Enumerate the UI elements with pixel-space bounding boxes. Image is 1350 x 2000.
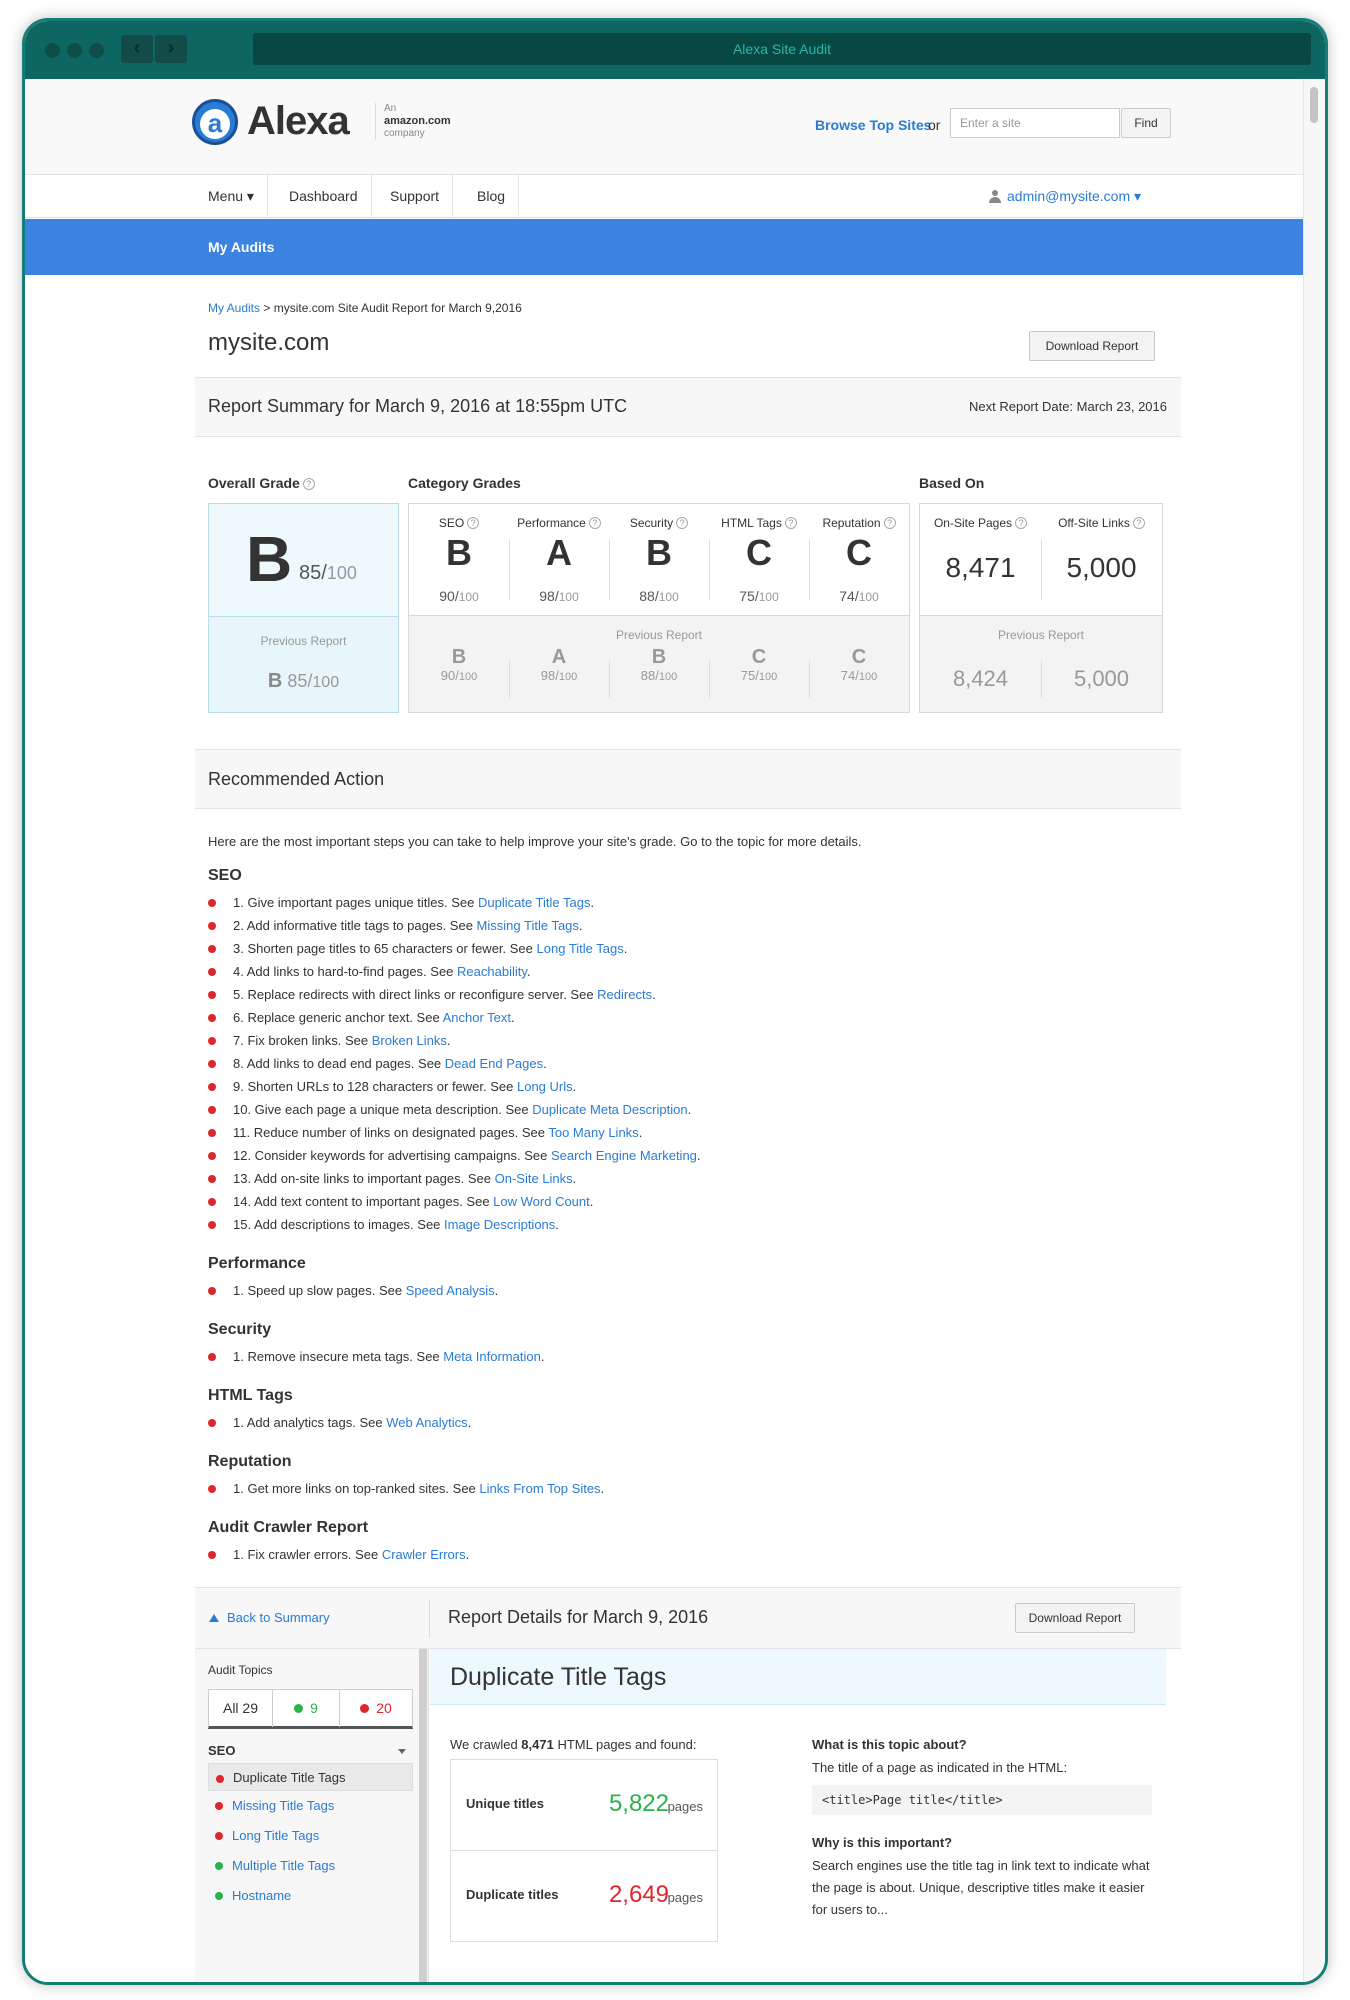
my-audits-bar[interactable]: My Audits [25,219,1309,275]
report-details [195,1587,1181,1985]
sidebar-scrollbar[interactable] [419,1649,427,1985]
recommendation-list [208,891,701,1236]
browse-top-sites-link[interactable]: Browse Top Sites [815,117,932,133]
crawl-summary: We crawled 8,471 HTML pages and found: [450,1737,697,1752]
help-icon[interactable]: ? [467,517,479,529]
alexa-logo-text[interactable]: Alexa [247,99,349,143]
topic-link[interactable]: Search Engine Marketing [550,1148,697,1163]
menu-dropdown[interactable]: Menu ▾ [195,175,268,218]
recommendation-item: 1. Speed up slow pages. See Speed Analysis. [208,1279,498,1302]
help-icon[interactable]: ? [303,478,315,490]
overall-grade-card [208,503,399,713]
category-grade-letter: C [846,532,872,573]
menu-item-support[interactable]: Support [377,175,453,218]
close-window-button[interactable] [45,43,60,58]
overall-grade-letter: B [246,523,293,595]
recommendation-item: 14. Add text content to important pages. See Low Word Count. [208,1190,701,1213]
category-grades-card [408,503,910,713]
why-text: Search engines use the title tag in link text to indicate what the page is about. Unique, descriptive titles make it easier for users to... [812,1858,1150,1917]
download-report-button[interactable]: Download Report [1015,1603,1135,1633]
page-title: mysite.com [208,329,330,356]
topic-item[interactable]: Multiple Title Tags [208,1851,413,1881]
based-on-card [919,503,1163,713]
overall-previous-grade: B 85/100 [267,670,340,692]
topic-link[interactable]: Dead End Pages [444,1056,544,1071]
recommendation-item: 1. Get more links on top-ranked sites. See Links From Top Sites. [208,1477,604,1500]
topic-link[interactable]: Image Descriptions [444,1217,556,1232]
category-grade-0[interactable] [409,504,509,616]
based-on-metric-0 [920,504,1041,616]
topic-link[interactable]: Duplicate Meta Description [532,1102,688,1117]
based-on-label: Based On [919,475,985,491]
recommendation-item: 8. Add links to dead end pages. See Dead End Pages. [208,1052,701,1075]
topic-link[interactable]: Reachability [457,964,527,979]
topic-link[interactable]: Redirects [597,987,653,1002]
category-name: Performance ? [509,516,609,530]
back-arrow-icon[interactable]: ‹ [121,35,153,63]
topic-list [208,1763,413,1911]
category-name: HTML Tags ? [709,516,809,530]
category-name: Security ? [609,516,709,530]
recommendation-heading: SEO [208,867,242,884]
site-header [25,79,1309,175]
recommendation-list [208,1345,544,1368]
forward-arrow-icon[interactable]: › [155,35,187,63]
based-on-metric-1 [1041,504,1162,616]
topic-link[interactable]: Missing Title Tags [476,918,579,933]
breadcrumb: My Audits > mysite.com Site Audit Report for March 9,2016 [208,301,522,315]
recommended-action-title: Recommended Action [208,769,385,789]
category-previous-grade-4: C 74/100 [840,646,878,683]
category-grade-4[interactable] [809,504,909,616]
title-bar [25,21,1325,79]
why-heading: Why is this important? [812,1835,953,1850]
find-button[interactable]: Find [1121,108,1171,138]
topic-item[interactable]: Duplicate Title Tags [208,1763,413,1791]
category-name: SEO ? [409,516,509,530]
recommended-intro: Here are the most important steps you can take to help improve your site's grade. Go to the topic for more details. [208,834,862,849]
metric-value: 5,000 [1066,552,1137,583]
category-grade-letter: C [746,532,772,573]
tab-failed[interactable]: 20 [340,1690,412,1727]
recommendation-list [208,1411,471,1434]
metric-previous-value: 5,000 [1073,666,1130,691]
recommendation-heading: Audit Crawler Report [208,1519,369,1536]
unique-titles-stat: Unique titles 5,822 pages [450,1759,718,1851]
report-summary-header [195,377,1181,437]
recommendation-list [208,1477,604,1500]
category-grade-letter: B [446,532,472,573]
next-report-date: Next Report Date: March 23, 2016 [969,399,1167,414]
previous-report-label: Previous Report [615,628,703,642]
category-grade-letter: B [646,532,672,573]
recommendation-heading: HTML Tags [208,1387,293,1404]
recommendation-item: 5. Replace redirects with direct links or reconfigure server. See Redirects. [208,983,701,1006]
tab-all[interactable]: All 29 [209,1690,273,1727]
category-grades-label: Category Grades [408,475,521,491]
user-account-menu[interactable]: admin@mysite.com ▾ [985,175,1141,218]
recommendation-item: 3. Shorten page titles to 65 characters or fewer. See Long Title Tags. [208,937,701,960]
audit-topics-label: Audit Topics [208,1663,273,1677]
metric-name: On-Site Pages ? [920,516,1041,530]
recommendation-item: 1. Give important pages unique titles. See Duplicate Title Tags. [208,891,701,914]
topic-link[interactable]: Low Word Count [493,1194,590,1209]
help-icon[interactable]: ? [884,517,896,529]
alexa-logo-icon[interactable]: a [192,99,238,145]
page-scrollbar[interactable] [1303,79,1325,1985]
topic-link[interactable]: Speed Analysis [405,1283,495,1298]
maximize-window-button[interactable] [89,43,104,58]
recommendation-list [208,1543,469,1566]
report-details-header [195,1587,1181,1649]
category-grade-1[interactable] [509,504,609,616]
red-dot-icon [360,1704,369,1713]
topic-link[interactable]: Links From Top Sites [479,1481,601,1496]
menu-item-dashboard[interactable]: Dashboard [276,175,372,218]
recommendation-item: 9. Shorten URLs to 128 characters or fewer. See Long Urls. [208,1075,701,1098]
topic-item[interactable]: Long Title Tags [208,1821,413,1851]
recommendation-item: 6. Replace generic anchor text. See Anchor Text. [208,1006,701,1029]
tab-passed[interactable]: 9 [273,1690,340,1727]
minimize-window-button[interactable] [67,43,82,58]
help-icon[interactable]: ? [785,517,797,529]
metric-previous-value: 8,424 [952,666,1009,691]
category-name: Reputation ? [809,516,909,530]
recommendation-item: 15. Add descriptions to images. See Image Descriptions. [208,1213,701,1236]
category-grade-score: 88/100 [639,588,679,604]
recommendation-item: 12. Consider keywords for advertising campaigns. See Search Engine Marketing. [208,1144,701,1167]
topic-link[interactable]: Too Many Links [548,1125,639,1140]
user-icon [989,190,1001,203]
seo-topic-group[interactable]: SEO [208,1743,236,1758]
overall-grade-score: 85/100 [299,562,357,584]
page-content [25,79,1309,1985]
recommendation-item: 7. Fix broken links. See Broken Links. [208,1029,701,1052]
recommended-action-header [195,749,1181,809]
help-icon[interactable]: ? [1133,517,1145,529]
topic-link[interactable]: Long Urls [516,1079,573,1094]
topic-link[interactable]: Anchor Text [442,1010,511,1025]
metric-value: 8,471 [945,552,1016,583]
chevron-down-icon[interactable] [398,1749,406,1754]
browser-window [22,18,1328,1985]
recommendation-heading: Security [208,1321,272,1338]
topic-link[interactable]: Duplicate Title Tags [477,895,591,910]
recommendation-item: 10. Give each page a unique meta description. See Duplicate Meta Description. [208,1098,701,1121]
main-menu-bar [25,175,1309,218]
topic-content [430,1649,1166,1985]
topic-link[interactable]: Broken Links [371,1033,447,1048]
topic-link[interactable]: Meta Information [443,1349,541,1364]
or-text: or [928,117,941,133]
topic-link[interactable]: Web Analytics [386,1415,468,1430]
overall-grade-label: Overall Grade ? [208,475,315,491]
recommendation-heading: Reputation [208,1453,292,1470]
what-text: The title of a page as indicated in the HTML: [812,1760,1068,1775]
topic-link[interactable]: Long Title Tags [536,941,624,956]
category-previous-grade-0: B 90/100 [440,646,478,683]
category-grade-score: 98/100 [539,588,579,604]
report-details-title: Report Details for March 9, 2016 [448,1607,709,1627]
recommendation-list [208,1279,498,1302]
recommendation-item: 4. Add links to hard-to-find pages. See Reachability. [208,960,701,983]
topic-item[interactable]: Hostname [208,1881,413,1911]
category-previous-grade-3: C 75/100 [740,646,778,683]
category-previous-grade-1: A 98/100 [540,646,578,683]
what-heading: What is this topic about? [812,1737,967,1752]
help-icon[interactable]: ? [589,517,601,529]
topic-filter-tabs [208,1689,413,1729]
recommendation-item: 11. Reduce number of links on designated pages. See Too Many Links. [208,1121,701,1144]
recommendation-item: 13. Add on-site links to important pages. See On-Site Links. [208,1167,701,1190]
amazon-company-tag: An amazon.com company [375,103,451,140]
recommendation-item: 1. Fix crawler errors. See Crawler Errors. [208,1543,469,1566]
recommendation-item: 2. Add informative title tags to pages. See Missing Title Tags. [208,914,701,937]
category-grade-score: 74/100 [839,588,879,604]
duplicate-titles-stat: Duplicate titles 2,649 pages [450,1850,718,1942]
up-arrow-icon [209,1614,219,1622]
recommendation-heading: Performance [208,1255,306,1272]
report-summary-title: Report Summary for March 9, 2016 at 18:55pm UTC [208,396,628,416]
topic-link[interactable]: Crawler Errors [381,1547,466,1562]
metric-name: Off-Site Links ? [1041,516,1162,530]
site-search-input[interactable]: Enter a site [950,108,1120,138]
category-grade-letter: A [546,532,572,573]
previous-report-label: Previous Report [997,628,1085,642]
breadcrumb-my-audits-link[interactable]: My Audits [208,301,261,315]
category-grade-score: 75/100 [739,588,779,604]
recommendation-item: 1. Add analytics tags. See Web Analytics. [208,1411,471,1434]
topic-link[interactable]: On-Site Links [494,1171,573,1186]
category-previous-grade-2: B 88/100 [640,646,678,683]
audit-topics-sidebar [195,1649,429,1985]
help-icon[interactable]: ? [1015,517,1027,529]
back-to-summary-link[interactable]: Back to Summary [209,1610,330,1625]
category-grade-score: 90/100 [439,588,479,604]
recommendation-item: 1. Remove insecure meta tags. See Meta Information. [208,1345,544,1368]
window-title: Alexa Site Audit [253,33,1311,65]
title-tag-code: <title>Page title</title> [812,1785,1152,1815]
download-report-button[interactable]: Download Report [1029,331,1155,361]
menu-item-blog[interactable]: Blog [464,175,519,218]
topic-title: Duplicate Title Tags [430,1649,1166,1705]
scrollbar-thumb[interactable] [1310,87,1318,123]
category-grade-2[interactable] [609,504,709,616]
topic-item[interactable]: Missing Title Tags [208,1791,413,1821]
previous-report-label: Previous Report [260,634,347,648]
green-dot-icon [294,1704,303,1713]
help-icon[interactable]: ? [676,517,688,529]
category-grade-3[interactable] [709,504,809,616]
